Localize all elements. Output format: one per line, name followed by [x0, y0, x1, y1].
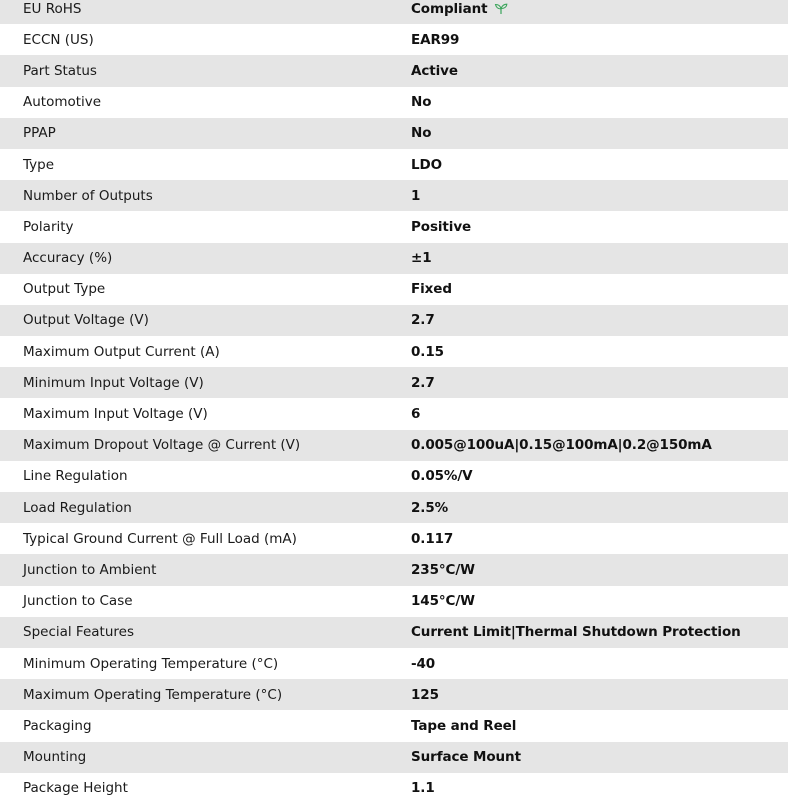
row-label: Minimum Operating Temperature (°C) [23, 655, 279, 672]
table-row [0, 461, 788, 492]
row-label: Output Voltage (V) [23, 312, 149, 329]
table-row [0, 679, 788, 710]
row-value: 125 [411, 686, 439, 703]
table-row [0, 523, 788, 554]
row-label: Mounting [23, 749, 87, 766]
table-row [0, 492, 788, 523]
table-row [0, 367, 788, 398]
row-label: Minimum Input Voltage (V) [23, 374, 204, 391]
row-label: EU RoHS [23, 0, 82, 17]
row-label: Maximum Output Current (A) [23, 343, 220, 360]
row-label: Maximum Input Voltage (V) [23, 406, 208, 423]
table-row [0, 149, 788, 180]
row-label: Accuracy (%) [23, 250, 113, 267]
table-row [0, 118, 788, 149]
table-row [0, 742, 788, 773]
table-row [0, 180, 788, 211]
row-value: Active [411, 62, 458, 79]
leaf-icon [494, 3, 508, 15]
table-row [0, 430, 788, 461]
row-value: 0.005@100uA|0.15@100mA|0.2@150mA [411, 437, 712, 454]
row-value: Current Limit|Thermal Shutdown Protection [411, 624, 741, 641]
table-row [0, 274, 788, 305]
row-value: EAR99 [411, 31, 460, 48]
row-label: Automotive [23, 94, 102, 111]
row-label: Output Type [23, 281, 106, 298]
row-value: -40 [411, 655, 436, 672]
row-value: 6 [411, 406, 421, 423]
table-row [0, 0, 788, 24]
row-label: Packaging [23, 717, 92, 734]
table-row [0, 305, 788, 336]
table-row [0, 243, 788, 274]
row-label: Polarity [23, 218, 74, 235]
row-value: 145°C/W [411, 593, 475, 610]
row-value-cell [411, 0, 788, 24]
table-row [0, 710, 788, 741]
row-value: 2.7 [411, 374, 435, 391]
table-row [0, 211, 788, 242]
row-label: Package Height [23, 780, 128, 797]
row-value: Tape and Reel [411, 717, 517, 734]
row-value: Positive [411, 218, 472, 235]
row-label: Typical Ground Current @ Full Load (mA) [23, 530, 297, 547]
row-value: LDO [411, 156, 442, 173]
row-label: Load Regulation [23, 499, 132, 516]
row-label: PPAP [23, 125, 56, 142]
row-value: 1 [411, 187, 421, 204]
table-row [0, 586, 788, 617]
row-value: 235°C/W [411, 561, 475, 578]
row-value: 1.1 [411, 780, 435, 797]
table-row [0, 24, 788, 55]
row-label: Junction to Case [23, 593, 133, 610]
row-label: Special Features [23, 624, 134, 641]
row-value: 2.5% [411, 499, 449, 516]
table-row [0, 336, 788, 367]
row-label: Part Status [23, 62, 97, 79]
table-row [0, 773, 788, 804]
table-row [0, 398, 788, 429]
row-label: Line Regulation [23, 468, 128, 485]
row-value: ±1 [411, 250, 432, 267]
row-value: Surface Mount [411, 749, 521, 766]
row-label: Number of Outputs [23, 187, 153, 204]
row-label: ECCN (US) [23, 31, 94, 48]
row-value: 0.05%/V [411, 468, 473, 485]
table-row [0, 55, 788, 86]
table-row [0, 87, 788, 118]
row-value: Fixed [411, 281, 452, 298]
row-value: No [411, 125, 432, 142]
row-label: Junction to Ambient [23, 561, 157, 578]
row-value: 2.7 [411, 312, 435, 329]
row-label: Maximum Dropout Voltage @ Current (V) [23, 437, 301, 454]
row-label: Type [23, 156, 55, 173]
row-value: Compliant [411, 0, 488, 17]
table-row [0, 617, 788, 648]
row-label: Maximum Operating Temperature (°C) [23, 686, 283, 703]
row-value: 0.15 [411, 343, 444, 360]
table-row [0, 648, 788, 679]
table-row [0, 554, 788, 585]
row-value: No [411, 94, 432, 111]
row-value: 0.117 [411, 530, 454, 547]
